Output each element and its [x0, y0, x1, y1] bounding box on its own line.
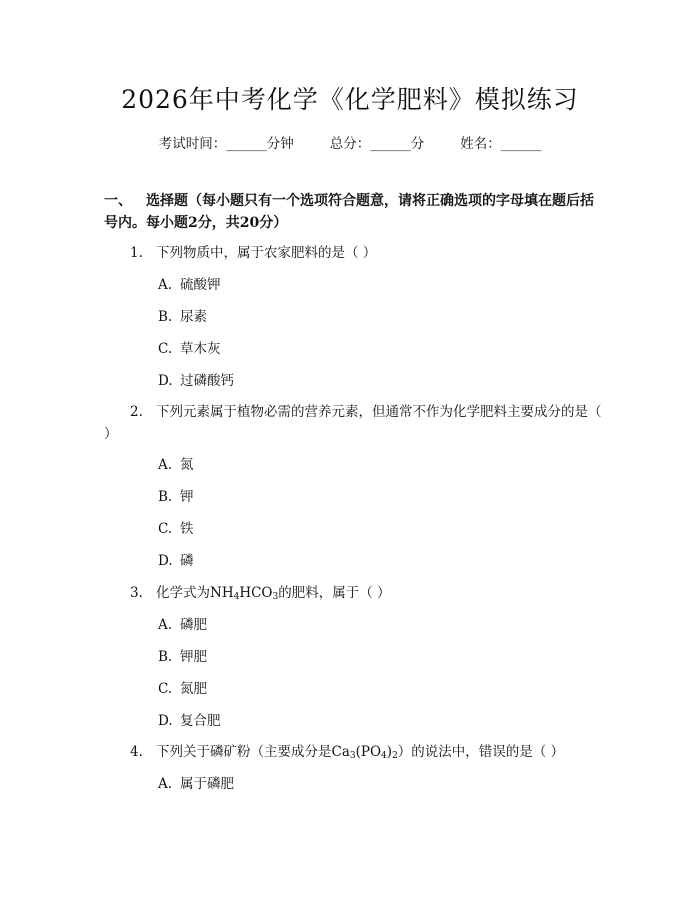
question-number: 3. [130, 585, 143, 601]
option-2a [158, 454, 194, 476]
option-text: 过磷酸钙 [180, 373, 234, 389]
question-text-after: ）的说法中，错误的是（ ） [397, 744, 565, 760]
option-letter: B. [158, 309, 173, 325]
option-3d [158, 710, 221, 732]
option-1b [158, 306, 207, 328]
question-1 [104, 242, 604, 264]
question-number: 1. [130, 245, 143, 261]
exam-meta [0, 132, 700, 152]
page-title: 2026年中考化学《化学肥料》模拟练习 [121, 85, 579, 114]
option-text: 尿素 [180, 309, 207, 325]
question-text: 下列元素属于植物必需的营养元素，但通常不作为化学肥料主要成分的是（ ） [104, 404, 602, 442]
option-3a [158, 614, 207, 636]
option-text: 氮 [180, 457, 194, 473]
option-text: 磷 [180, 553, 194, 569]
question-text: 下列物质中，属于农家肥料的是（ ） [156, 245, 377, 261]
option-letter: A. [158, 776, 173, 792]
exam-time-field: 考试时间：______分钟 [158, 136, 294, 152]
question-text-before: 化学式为 [156, 585, 210, 601]
option-letter: D. [158, 373, 173, 389]
option-letter: D. [158, 553, 173, 569]
question-text-before: 下列关于磷矿粉（主要成分是 [156, 744, 332, 760]
option-1a [158, 274, 221, 296]
option-text: 氮肥 [180, 681, 207, 697]
option-text: 钾 [180, 489, 194, 505]
question-number: 2. [130, 404, 143, 420]
option-letter: C. [158, 521, 173, 537]
option-letter: B. [158, 649, 173, 665]
option-text: 属于磷肥 [180, 776, 234, 792]
chemical-formula: $Ca_3(PO_4)_2$ [331, 744, 398, 761]
option-letter: C. [158, 681, 173, 697]
option-text: 硫酸钾 [180, 277, 221, 293]
option-letter: B. [158, 489, 173, 505]
option-text: 磷肥 [180, 617, 207, 633]
option-2b [158, 486, 194, 508]
option-text: 草木灰 [180, 341, 221, 357]
option-letter: A. [158, 277, 173, 293]
option-3c [158, 678, 207, 700]
section-number: 一、 [104, 193, 132, 209]
option-text: 钾肥 [180, 649, 207, 665]
section-heading [104, 190, 604, 234]
section-instructions: 选择题（每小题只有一个选项符合题意，请将正确选项的字母填在题后括号内。每小题2分，共20分） [104, 193, 594, 231]
question-2 [104, 401, 604, 445]
option-3b [158, 646, 207, 668]
option-2d [158, 550, 194, 572]
question-3 [104, 582, 604, 608]
option-letter: A. [158, 457, 173, 473]
option-letter: A. [158, 617, 173, 633]
student-name-field: 姓名：______ [460, 136, 542, 152]
total-score-field: 总分：______分 [329, 136, 425, 152]
question-4 [104, 741, 604, 767]
option-letter: C. [158, 341, 173, 357]
option-letter: D. [158, 713, 173, 729]
option-text: 复合肥 [180, 713, 221, 729]
question-text-after: 的肥料，属于（ ） [278, 585, 391, 601]
option-2c [158, 518, 194, 540]
option-text: 铁 [180, 521, 194, 537]
option-1d [158, 370, 234, 392]
option-1c [158, 338, 221, 360]
chemical-formula: $NH_4HCO_3$ [210, 585, 279, 602]
option-4a [158, 773, 234, 795]
question-number: 4. [130, 744, 143, 760]
